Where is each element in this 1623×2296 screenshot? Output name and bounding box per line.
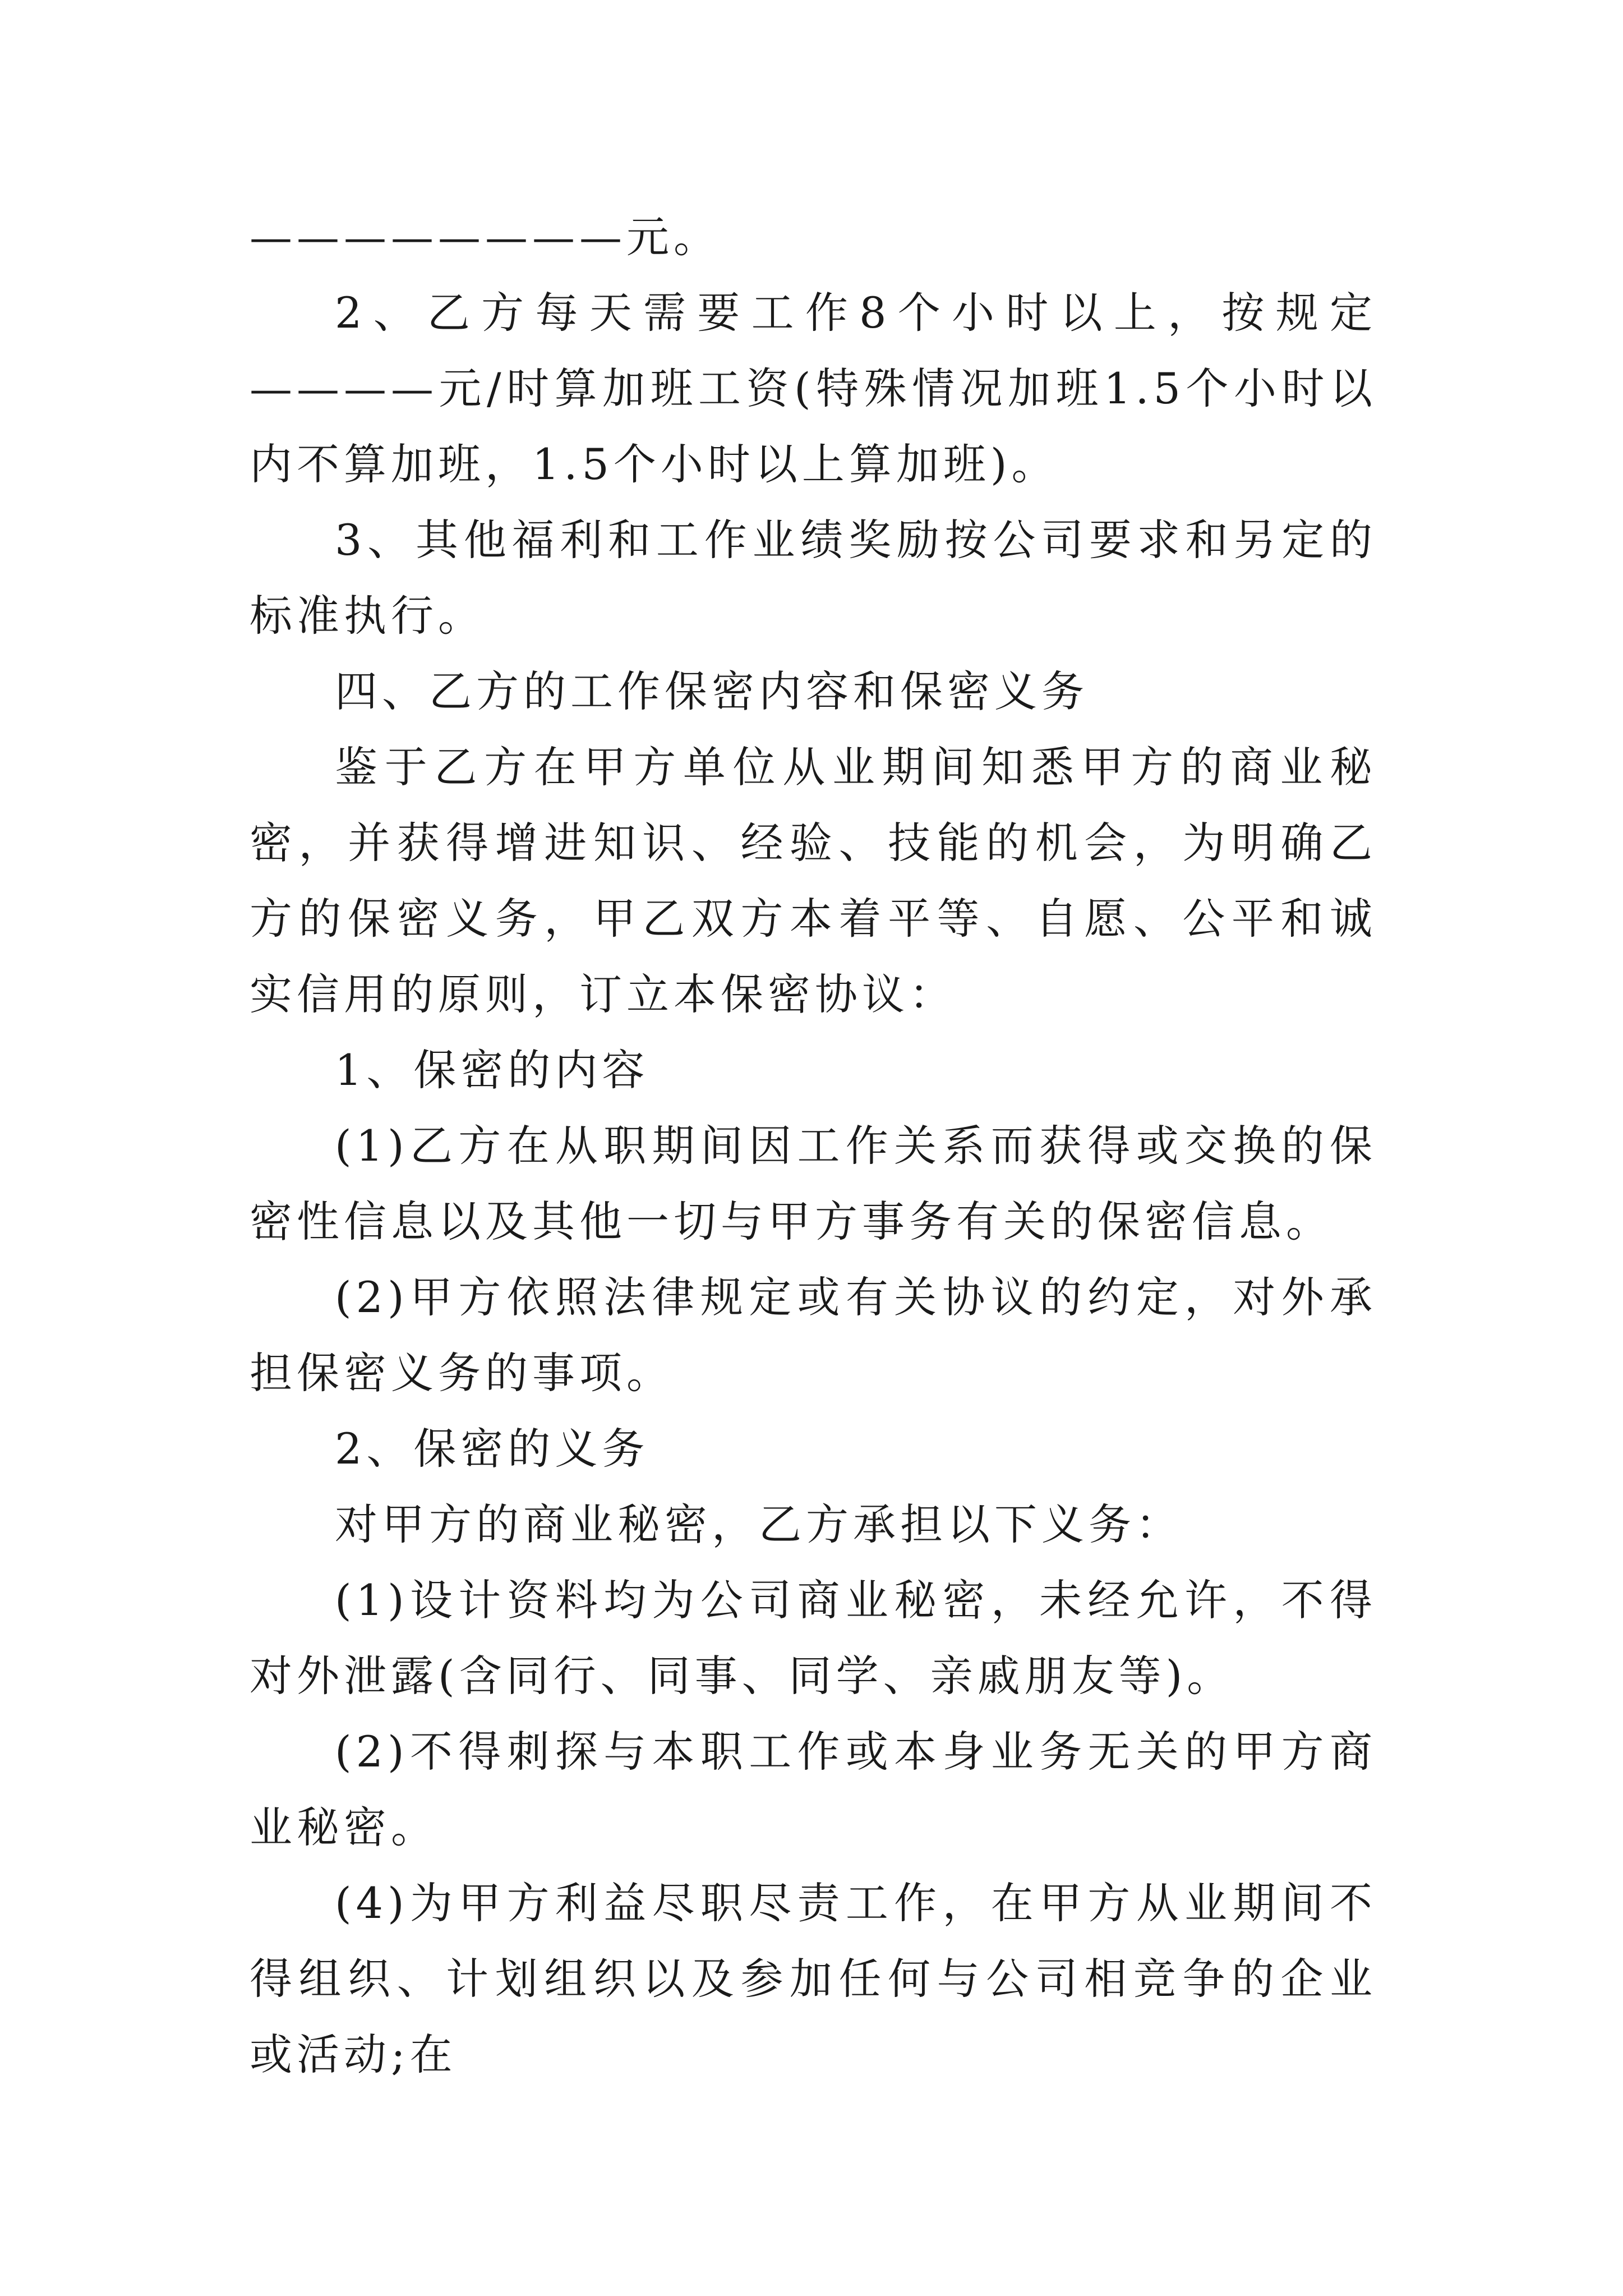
document-body <box>250 199 1377 2092</box>
paragraph-obligation-item-4: (4)为甲方利益尽职尽责工作，在甲方从业期间不得组织、计划组织以及参加任何与公司相竞争的企业或活动;在 <box>250 1878 1377 2079</box>
section-heading-confidentiality: 四、乙方的工作保密内容和保密义务 <box>335 666 1089 716</box>
paragraph-content-item-1: (1)乙方在从职期间因工作关系而获得或交换的保密性信息以及其他一切与甲方事务有关的保密信息。 <box>250 1121 1377 1246</box>
paragraph-overtime: 2、乙方每天需要工作8个小时以上，按规定————元/时算加班工资(特殊情况加班1.5个小时以内不算加班，1.5个小时以上算加班)。 <box>250 288 1377 489</box>
paragraph-obligations-intro: 对甲方的商业秘密，乙方承担以下义务： <box>335 1499 1183 1549</box>
paragraph-obligation-item-2: (2)不得刺探与本职工作或本身业务无关的甲方商业秘密。 <box>250 1727 1377 1852</box>
paragraph-salary-amount: ————————元。 <box>250 212 721 262</box>
paragraph-content-item-2: (2)甲方依照法律规定或有关协议的约定，对外承担保密义务的事项。 <box>250 1272 1377 1398</box>
paragraph-confidentiality-intro: 鉴于乙方在甲方单位从业期间知悉甲方的商业秘密，并获得增进知识、经验、技能的机会，为明确乙方的保密义务，甲乙双方本着平等、自愿、公平和诚实信用的原则，订立本保密协议： <box>250 742 1377 1019</box>
paragraph-obligation-item-1: (1)设计资料均为公司商业秘密，未经允许，不得对外泄露(含同行、同事、同学、亲戚朋友等)。 <box>250 1575 1377 1701</box>
subheading-confidential-content: 1、保密的内容 <box>335 1045 649 1095</box>
paragraph-benefits: 3、其他福利和工作业绩奖励按公司要求和另定的标准执行。 <box>250 515 1377 641</box>
subheading-confidential-obligations: 2、保密的义务 <box>335 1424 649 1474</box>
